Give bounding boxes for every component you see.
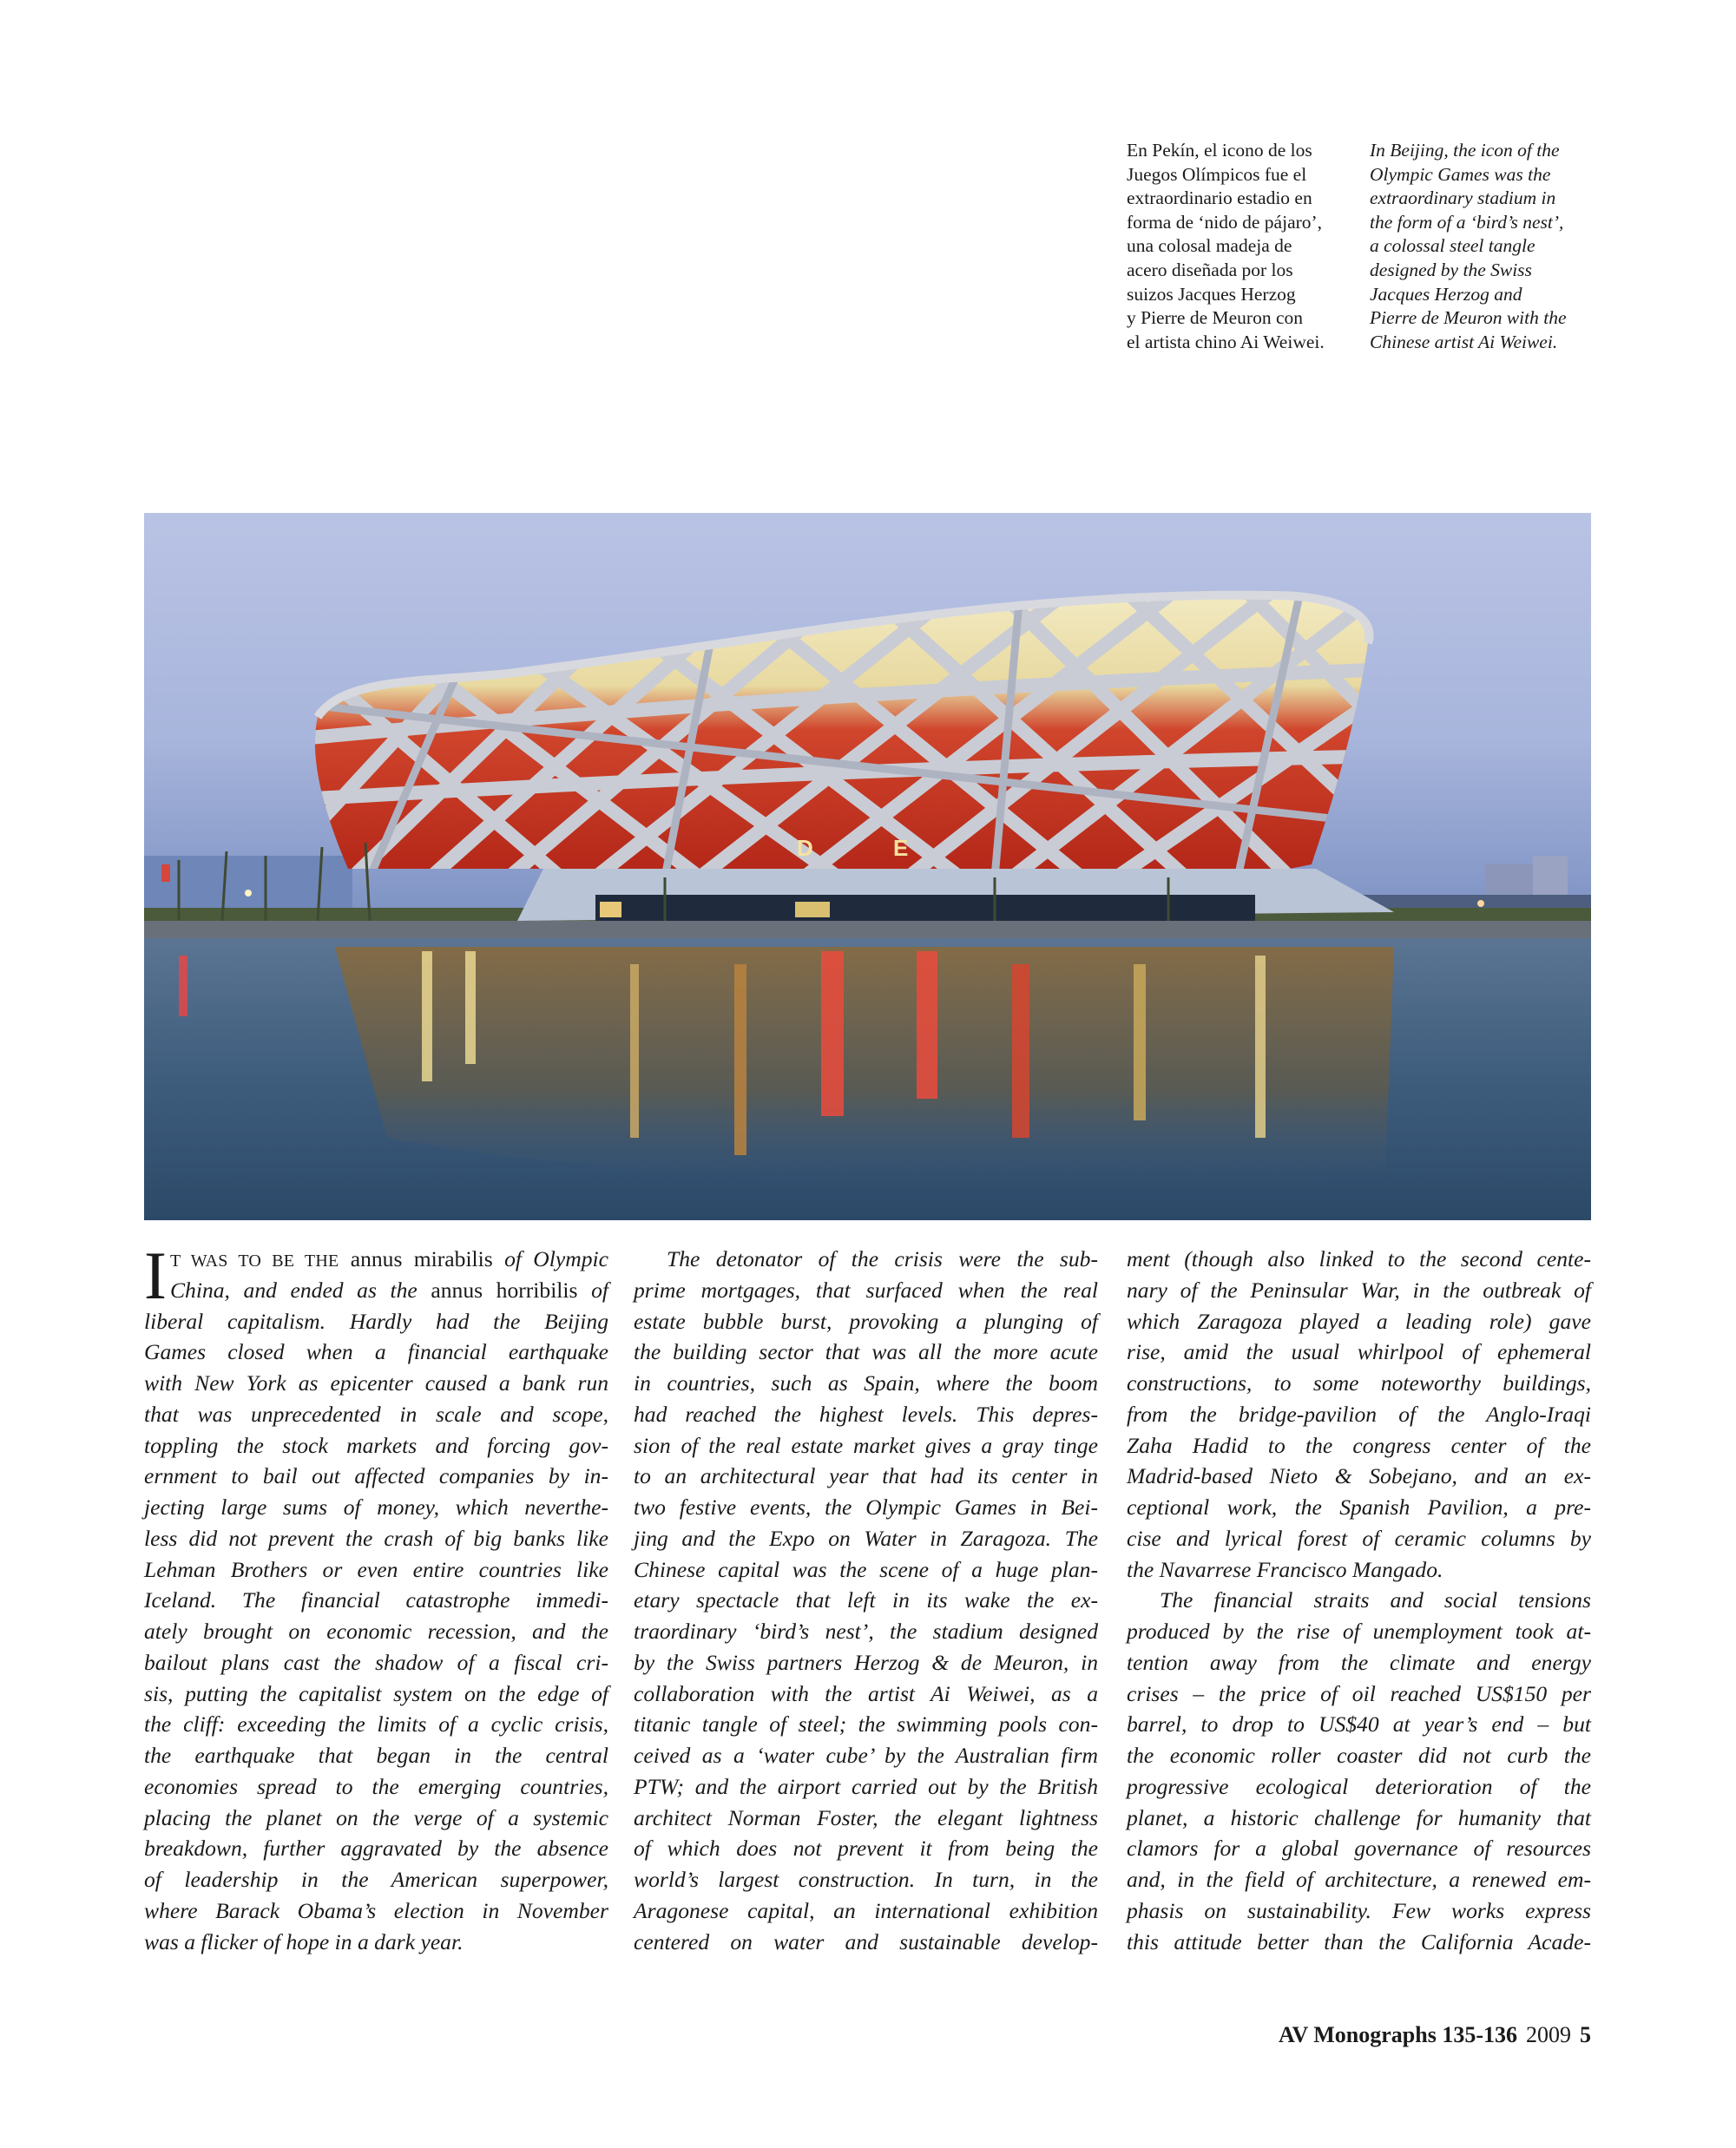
caption-line: En Pekín, el icono de los: [1127, 140, 1312, 161]
body-line: world’s largest construction. In turn, in the: [634, 1867, 1098, 1892]
body-line: Iceland. The financial catastrophe immedi-: [144, 1587, 608, 1613]
caption-line: Olympic Games was the: [1370, 163, 1551, 185]
body-line: Games closed when a financial earthquake: [144, 1339, 608, 1365]
body-line: barrel, to drop to US$40 at year’s end – but: [1127, 1711, 1591, 1737]
caption-line: Pierre de Meuron with the: [1370, 307, 1567, 329]
body-line: nary of the Peninsular War, in the outbreak of: [1127, 1277, 1591, 1303]
latin-phrase-horribilis: annus horribilis: [431, 1277, 578, 1303]
body-line: The financial straits and social tensions: [1160, 1587, 1591, 1613]
photo-caption-english: [1370, 139, 1595, 354]
body-line: rise, amid the usual whirlpool of ephemeral: [1127, 1339, 1591, 1365]
birds-nest-stadium-illustration: [144, 513, 1591, 1220]
body-line: collaboration with the artist Ai Weiwei, as a: [634, 1680, 1098, 1706]
body-line: breakdown, further aggravated by the absence: [144, 1836, 608, 1862]
body-line: constructions, to some noteworthy buildings,: [1127, 1370, 1591, 1396]
caption-line: designed by the Swiss: [1370, 259, 1532, 280]
body-line: titanic tangle of steel; the swimming pools con-: [634, 1711, 1098, 1737]
caption-line: una colosal madeja de: [1127, 235, 1292, 257]
body-line: with New York as epicenter caused a bank run: [144, 1370, 608, 1396]
body-line: prime mortgages, that surfaced when the real: [634, 1277, 1098, 1303]
body-line: traordinary ‘bird’s nest’, the stadium designed: [634, 1619, 1098, 1644]
body-line: phasis on sustainability. Few works express: [1127, 1897, 1591, 1923]
body-line: clamors for a global governance of resources: [1127, 1836, 1591, 1862]
body-line: this attitude better than the California Acade-: [1127, 1928, 1591, 1954]
opening-italic-3: of: [591, 1277, 608, 1303]
body-line: sis, putting the capitalist system on the edge of: [144, 1680, 608, 1706]
body-line: that was unprecedented in scale and scope,: [144, 1401, 608, 1427]
page-number: 5: [1580, 2022, 1591, 2047]
body-line: progressive ecological deterioration of the: [1127, 1773, 1591, 1799]
body-line: ernment to bail out affected companies by in-: [144, 1463, 608, 1489]
body-line: crises – the price of oil reached US$150 per: [1127, 1680, 1591, 1706]
body-line: jing and the Expo on Water in Zaragoza. The: [634, 1525, 1098, 1551]
body-line: liberal capitalism. Hardly had the Beijing: [144, 1308, 608, 1334]
body-line: was a flicker of hope in a dark year.: [144, 1928, 464, 1954]
body-line: two festive events, the Olympic Games in Bei-: [634, 1494, 1098, 1520]
opening-smallcaps: T WAS TO BE THE: [169, 1251, 339, 1271]
body-line: where Barack Obama’s election in November: [144, 1897, 608, 1923]
caption-line: the form of a ‘bird’s nest’,: [1370, 211, 1564, 233]
body-line: jecting large sums of money, which neverthe-: [144, 1494, 608, 1520]
body-line: the cliff: exceeding the limits of a cyclic crisis,: [144, 1711, 608, 1737]
body-line: the economic roller coaster did not curb the: [1127, 1743, 1591, 1768]
body-line: ceived as a ‘water cube’ by the Australian firm: [634, 1743, 1098, 1768]
body-line: centered on water and sustainable develop-: [634, 1928, 1098, 1954]
body-line: to an architectural year that had its center in: [634, 1463, 1098, 1489]
body-line: Chinese capital was the scene of a huge plan-: [634, 1556, 1098, 1582]
body-line: placing the planet on the verge of a systemic: [144, 1804, 608, 1830]
body-line: Aragonese capital, an international exhibition: [634, 1897, 1098, 1923]
opening-line-2: [144, 1275, 608, 1306]
body-line: the earthquake that began in the central: [144, 1743, 608, 1768]
body-line: Madrid-based Nieto & Sobejano, and an ex-: [1127, 1463, 1591, 1489]
caption-line: acero diseñada por los: [1127, 259, 1293, 280]
caption-line: Juegos Olímpicos fue el: [1127, 163, 1307, 185]
body-line: by the Swiss partners Herzog & de Meuron, in: [634, 1649, 1098, 1675]
body-line: ately brought on economic recession, and the: [144, 1619, 608, 1644]
body-line: Zaha Hadid to the congress center of the: [1127, 1432, 1591, 1458]
publication-name: AV Monographs 135-136: [1279, 2022, 1517, 2047]
caption-line: forma de ‘nido de pájaro’,: [1127, 211, 1323, 233]
body-line: the building sector that was all the more acute: [634, 1339, 1098, 1365]
drop-cap: I: [144, 1238, 167, 1313]
article-column-1: [144, 1238, 609, 1957]
body-line: cise and lyrical forest of ceramic columns by: [1127, 1525, 1591, 1551]
body-line: architect Norman Foster, the elegant lightness: [634, 1804, 1098, 1830]
body-line: tention away from the climate and energy: [1127, 1649, 1591, 1675]
body-line: The detonator of the crisis were the sub-: [667, 1246, 1098, 1271]
body-line: in countries, such as Spain, where the boom: [634, 1370, 1098, 1396]
body-line: planet, a historic challenge for humanity that: [1127, 1804, 1591, 1830]
caption-line: extraordinario estadio en: [1127, 187, 1312, 209]
opening-italic-1: of Olympic: [504, 1246, 609, 1271]
body-line: had reached the highest levels. This depres-: [634, 1401, 1098, 1427]
body-line: Lehman Brothers or even entire countries like: [144, 1556, 608, 1582]
opening-italic-2: China, and ended as the: [169, 1277, 418, 1303]
body-line: estate bubble burst, provoking a plunging of: [634, 1308, 1098, 1334]
article-column-2: [634, 1244, 1098, 1957]
body-line: and, in the field of architecture, a renewed em-: [1127, 1867, 1591, 1892]
body-line: from the bridge-pavilion of the Anglo-Iraqi: [1127, 1401, 1591, 1427]
caption-line: In Beijing, the icon of the: [1370, 140, 1560, 161]
body-line: bailout plans cast the shadow of a fiscal cri-: [144, 1649, 608, 1675]
body-line: the Navarrese Francisco Mangado.: [1127, 1556, 1443, 1582]
caption-line: a colossal steel tangle: [1370, 235, 1535, 257]
body-line: sion of the real estate market gives a gray tinge: [634, 1432, 1098, 1458]
caption-line: Chinese artist Ai Weiwei.: [1370, 331, 1558, 352]
body-line: which Zaragoza played a leading role) gave: [1127, 1308, 1591, 1334]
caption-line: Jacques Herzog and: [1370, 283, 1522, 305]
body-line: produced by the rise of unemployment took at-: [1127, 1619, 1591, 1644]
page-footer: [1279, 2022, 1591, 2048]
photo-caption-spanish: [1127, 139, 1344, 354]
signage-letter-d: D: [797, 835, 813, 861]
body-line: PTW; and the airport carried out by the British: [634, 1773, 1098, 1799]
body-line: toppling the stock markets and forcing gov-: [144, 1432, 608, 1458]
body-line: economies spread to the emerging countries,: [144, 1773, 608, 1799]
latin-phrase-mirabilis: annus mirabilis: [350, 1246, 493, 1271]
body-line: of which does not prevent it from being the: [634, 1836, 1098, 1862]
body-line: of leadership in the American superpower,: [144, 1867, 608, 1892]
body-line: ceptional work, the Spanish Pavilion, a pre-: [1127, 1494, 1591, 1520]
caption-line: suizos Jacques Herzog: [1127, 283, 1296, 305]
caption-line: el artista chino Ai Weiwei.: [1127, 331, 1325, 352]
opening-line-1: [144, 1244, 608, 1275]
stadium-photo: [144, 513, 1591, 1220]
caption-line: y Pierre de Meuron con: [1127, 307, 1303, 329]
caption-line: extraordinary stadium in: [1370, 187, 1556, 209]
publication-year: 2009: [1526, 2022, 1571, 2047]
body-line: etary spectacle that left in its wake the ex-: [634, 1587, 1098, 1613]
signage-letter-e: E: [893, 835, 909, 861]
body-line: less did not prevent the crash of big banks like: [144, 1525, 608, 1551]
body-line: ment (though also linked to the second cente-: [1127, 1246, 1591, 1271]
article-column-3: [1127, 1244, 1591, 1957]
